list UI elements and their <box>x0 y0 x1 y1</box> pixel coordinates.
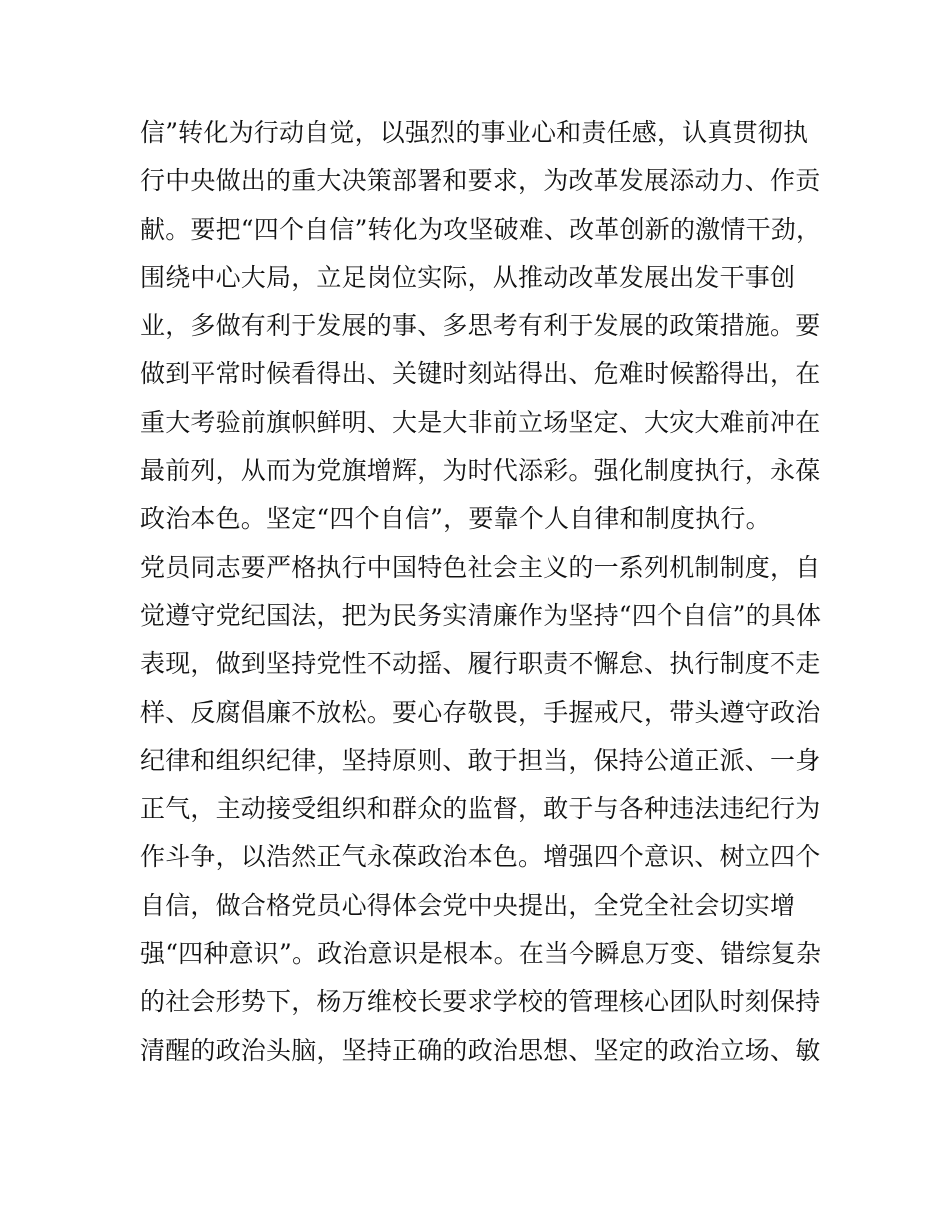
text-line: 表现，做到坚持党性不动摇、履行职责不懈怠、执行制度不走 <box>140 649 821 679</box>
text-line: 纪律和组织纪律，坚持原则、敢于担当，保持公道正派、一身 <box>140 745 821 775</box>
text-line: 做到平常时候看得出、关键时刻站得出、危难时候豁得出，在 <box>140 359 821 389</box>
text-line: 行中央做出的重大决策部署和要求，为改革发展添动力、作贡 <box>140 166 821 196</box>
body-text <box>140 109 830 1075</box>
text-line: 重大考验前旗帜鲜明、大是大非前立场坚定、大灾大难前冲在 <box>140 407 821 437</box>
text-line: 样、反腐倡廉不放松。要心存敬畏，手握戒尺，带头遵守政治 <box>140 697 821 727</box>
text-line: 信”转化为行动自觉，以强烈的事业心和责任感，认真贯彻执 <box>140 118 809 147</box>
text-line: 政治本色。坚定“四个自信”，要靠个人自律和制度执行。 <box>140 504 771 534</box>
text-line: 清醒的政治头脑，坚持正确的政治思想、坚定的政治立场、敏 <box>140 1035 821 1065</box>
text-line: 强“四种意识”。政治意识是根本。在当今瞬息万变、错综复杂 <box>140 939 822 969</box>
text-line: 的社会形势下，杨万维校长要求学校的管理核心团队时刻保持 <box>140 987 821 1017</box>
text-line: 正气，主动接受组织和群众的监督，敢于与各种违法违纪行为 <box>140 794 821 824</box>
text-line: 业，多做有利于发展的事、多思考有利于发展的政策措施。要 <box>140 311 821 341</box>
text-line: 作斗争，以浩然正气永葆政治本色。增强四个意识、树立四个 <box>140 842 821 872</box>
text-line: 围绕中心大局，立足岗位实际，从推动改革发展出发干事创 <box>140 262 796 292</box>
text-line: 觉遵守党纪国法，把为民务实清廉作为坚持“四个自信”的具体 <box>140 600 822 630</box>
text-line: 自信，做合格党员心得体会党中央提出，全党全社会切实增 <box>140 890 796 920</box>
text-line: 最前列，从而为党旗增辉，为时代添彩。强化制度执行，永葆 <box>140 456 821 486</box>
text-line: 献。要把“四个自信”转化为攻坚破难、改革创新的激情干劲， <box>140 214 822 244</box>
text-line: 党员同志要严格执行中国特色社会主义的一系列机制制度，自 <box>140 552 821 582</box>
